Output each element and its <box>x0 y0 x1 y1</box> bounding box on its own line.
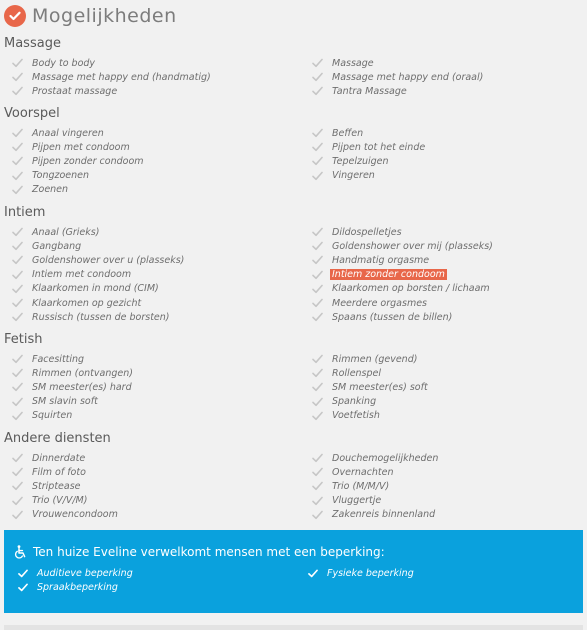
service-item <box>12 253 184 267</box>
check-icon <box>12 255 23 265</box>
service-item <box>312 479 389 493</box>
accessibility-panel <box>4 530 583 613</box>
service-item-label: Trio (M/M/V) <box>332 480 390 492</box>
service-item <box>12 239 81 253</box>
service-item-label: Goldenshower over u (plasseks) <box>32 254 185 266</box>
accessibility-item <box>18 582 118 593</box>
service-item <box>312 409 380 423</box>
service-item-label: Dildospelletjes <box>332 226 402 238</box>
service-item <box>12 465 86 479</box>
service-item <box>12 84 117 98</box>
check-icon <box>12 171 23 181</box>
check-icon <box>12 227 23 237</box>
service-item-label: Prostaat massage <box>32 85 118 97</box>
service-item-label: Tantra Massage <box>332 85 407 97</box>
check-icon <box>12 156 23 166</box>
service-item <box>312 225 402 239</box>
accessibility-item-label: Fysieke beperking <box>327 568 414 579</box>
service-item <box>312 282 490 296</box>
check-icon <box>312 510 323 520</box>
service-item <box>312 451 438 465</box>
page-header <box>4 2 177 30</box>
check-icon <box>312 481 323 491</box>
service-item-label: Vingeren <box>332 170 375 182</box>
service-item-label: SM meester(es) soft <box>332 381 428 393</box>
check-icon <box>312 298 323 308</box>
service-item-label: Douchemogelijkheden <box>332 452 439 464</box>
service-item-label: Anaal vingeren <box>32 127 104 139</box>
service-item <box>12 395 98 409</box>
check-icon <box>312 156 323 166</box>
check-icon <box>12 453 23 463</box>
service-item <box>12 140 130 154</box>
service-item-label: Handmatig orgasme <box>332 254 430 266</box>
check-icon <box>312 142 323 152</box>
wheelchair-icon <box>14 545 28 559</box>
service-item-label: Meerdere orgasmes <box>332 297 428 309</box>
accessibility-item-label: Spraakbeperking <box>37 582 118 593</box>
check-icon <box>312 382 323 392</box>
check-icon <box>312 397 323 407</box>
check-icon <box>312 58 323 68</box>
service-item <box>312 380 428 394</box>
service-item-label: SM slavin soft <box>32 396 98 408</box>
check-icon <box>18 569 28 578</box>
service-item <box>312 310 452 324</box>
check-icon <box>312 128 323 138</box>
service-item <box>12 310 170 324</box>
check-icon <box>312 467 323 477</box>
service-item <box>12 169 89 183</box>
service-item <box>312 239 493 253</box>
check-icon <box>312 411 323 421</box>
service-item <box>312 268 447 282</box>
check-icon <box>312 227 323 237</box>
service-item <box>312 366 381 380</box>
service-item-label: Squirten <box>32 410 73 422</box>
service-item-label: Klaarkomen op borsten / lichaam <box>332 283 490 295</box>
service-item <box>312 84 407 98</box>
accessibility-item <box>308 568 414 579</box>
check-icon <box>12 128 23 138</box>
section-title-massage: Massage <box>4 36 61 51</box>
check-icon <box>312 496 323 506</box>
service-item-label: Tepelzuigen <box>332 155 389 167</box>
service-item <box>312 494 381 508</box>
service-item-label: SM meester(es) hard <box>32 381 132 393</box>
accessibility-title: Ten huize Eveline verwelkomt mensen met een beperking: <box>14 545 385 559</box>
service-item <box>312 296 427 310</box>
section-title-fetish: Fetish <box>4 332 43 347</box>
accessibility-item-label: Auditieve beperking <box>37 568 133 579</box>
service-item <box>12 380 132 394</box>
service-item <box>12 479 81 493</box>
check-icon <box>12 467 23 477</box>
check-icon <box>12 185 23 195</box>
footer-divider <box>4 625 583 630</box>
service-item-label: Klaarkomen op gezicht <box>32 297 142 309</box>
check-icon <box>312 312 323 322</box>
service-item <box>312 352 417 366</box>
service-item <box>12 409 72 423</box>
check-icon <box>12 72 23 82</box>
service-item-label: Goldenshower over mij (plasseks) <box>332 240 493 252</box>
check-icon <box>312 354 323 364</box>
check-icon <box>12 382 23 392</box>
service-item <box>12 366 133 380</box>
service-item-label: Klaarkomen in mond (CIM) <box>32 283 159 295</box>
check-icon <box>12 312 23 322</box>
check-icon <box>312 255 323 265</box>
section-title-andere-diensten: Andere diensten <box>4 431 111 446</box>
service-item-label: Striptease <box>32 480 81 492</box>
service-item-label: Russisch (tussen de borsten) <box>32 311 170 323</box>
service-item <box>312 253 429 267</box>
page-title: Mogelijkheden <box>32 5 177 27</box>
check-icon <box>12 481 23 491</box>
service-item-label: Zoenen <box>32 184 69 196</box>
check-icon <box>12 284 23 294</box>
check-icon <box>12 411 23 421</box>
service-item <box>312 56 374 70</box>
service-item-label: Gangbang <box>32 240 82 252</box>
check-icon <box>12 270 23 280</box>
service-item-label: Massage <box>332 57 374 69</box>
check-icon <box>312 270 323 280</box>
service-item-label: Facesitting <box>32 353 85 365</box>
section-title-intiem: Intiem <box>4 205 46 220</box>
check-circle-icon <box>4 5 26 27</box>
service-item-label: Body to body <box>32 57 96 69</box>
service-item-label: Voetfetish <box>332 410 380 422</box>
check-icon <box>12 298 23 308</box>
service-item-label: Rimmen (ontvangen) <box>32 367 133 379</box>
check-icon <box>12 241 23 251</box>
service-item <box>312 508 435 522</box>
service-item <box>12 56 95 70</box>
service-item-label: Tongzoenen <box>32 170 90 182</box>
service-item <box>12 508 118 522</box>
service-item-label: Pijpen met condoom <box>32 141 130 153</box>
service-item-label: Spaans (tussen de billen) <box>332 311 453 323</box>
check-icon <box>312 453 323 463</box>
service-item <box>312 169 375 183</box>
service-item-label: Massage met happy end (oraal) <box>332 71 484 83</box>
service-item <box>12 352 84 366</box>
service-item-label: Trio (V/V/M) <box>32 495 88 507</box>
service-item <box>12 225 99 239</box>
service-item <box>312 395 376 409</box>
check-icon <box>312 86 323 96</box>
service-item-label: Spanking <box>332 396 377 408</box>
check-icon <box>312 72 323 82</box>
check-icon <box>12 86 23 96</box>
check-icon <box>312 284 323 294</box>
check-icon <box>12 142 23 152</box>
section-title-voorspel: Voorspel <box>4 106 60 121</box>
check-icon <box>12 368 23 378</box>
service-item <box>12 126 104 140</box>
service-item-label: Intiem zonder condoom <box>332 269 445 281</box>
service-item <box>312 465 394 479</box>
service-item <box>12 268 131 282</box>
check-icon <box>12 510 23 520</box>
check-icon <box>12 397 23 407</box>
check-icon <box>12 354 23 364</box>
service-item-label: Rimmen (gevend) <box>332 353 418 365</box>
service-item <box>312 154 389 168</box>
service-item <box>12 282 159 296</box>
check-icon <box>12 58 23 68</box>
accessibility-item <box>18 568 133 579</box>
service-item-label: Pijpen tot het einde <box>332 141 426 153</box>
service-item-label: Anaal (Grieks) <box>32 226 100 238</box>
service-item-label: Dinnerdate <box>32 452 86 464</box>
check-icon <box>18 583 28 592</box>
check-icon <box>12 496 23 506</box>
service-item <box>12 451 85 465</box>
service-item-label: Massage met happy end (handmatig) <box>32 71 211 83</box>
service-item <box>12 70 211 84</box>
service-item <box>12 183 68 197</box>
service-item <box>312 140 425 154</box>
service-item <box>12 494 87 508</box>
service-item-label: Zakenreis binnenland <box>332 509 436 521</box>
service-item <box>312 126 363 140</box>
service-item-label: Rollenspel <box>332 367 382 379</box>
service-item-label: Vrouwencondoom <box>32 509 118 521</box>
service-item-label: Overnachten <box>332 466 394 478</box>
service-item-label: Pijpen zonder condoom <box>32 155 144 167</box>
service-item-label: Intiem met condoom <box>32 269 132 281</box>
check-icon <box>312 368 323 378</box>
service-item <box>12 296 141 310</box>
service-item-label: Beffen <box>332 127 364 139</box>
service-item <box>312 70 483 84</box>
service-item-label: Film of foto <box>32 466 86 478</box>
check-icon <box>312 171 323 181</box>
check-icon <box>308 569 318 578</box>
service-item-label: Vluggertje <box>332 495 382 507</box>
service-item <box>12 154 144 168</box>
check-icon <box>312 241 323 251</box>
